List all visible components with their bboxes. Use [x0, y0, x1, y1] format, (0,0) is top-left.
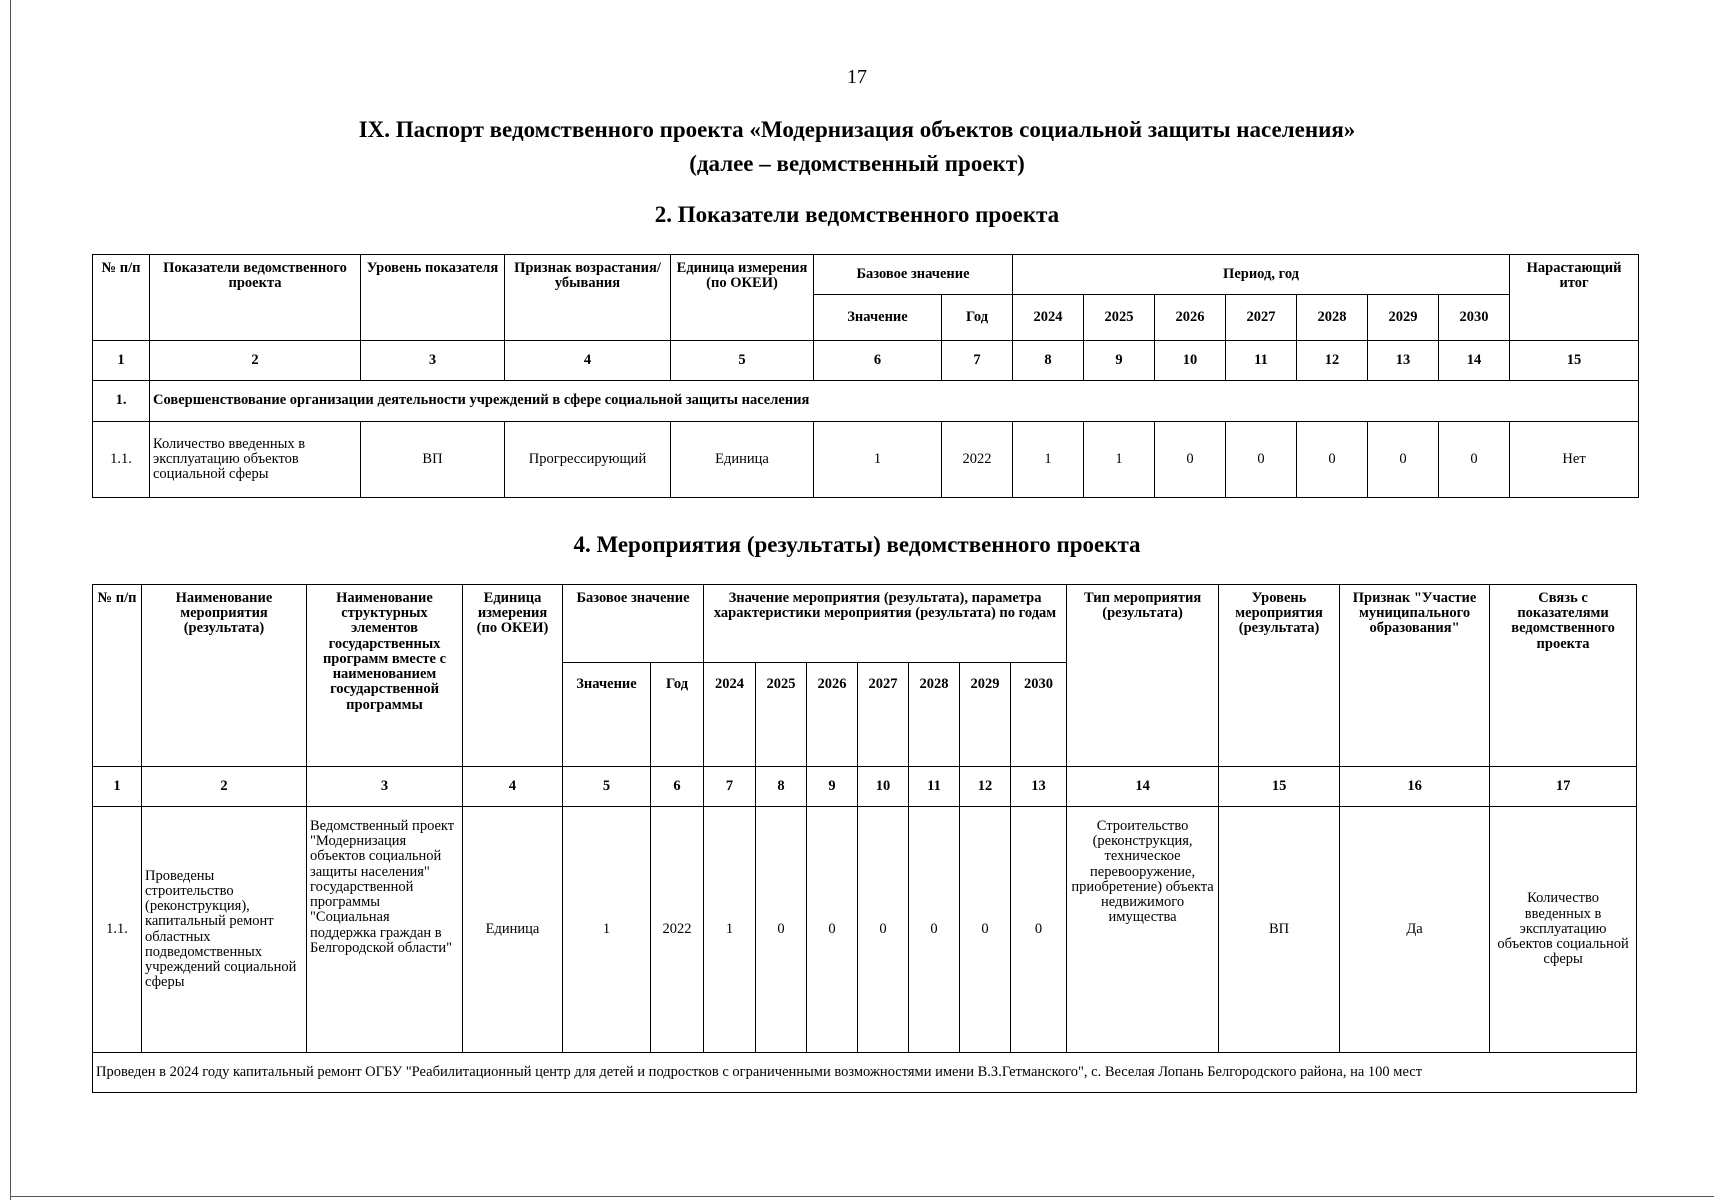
t2-row-type: Строительство (реконструкция, техническое перевооружение, приобретение) объекта недвижимого имущества: [1067, 807, 1219, 1053]
t2-header-type: Тип мероприятия (результата): [1067, 585, 1219, 767]
t1-year: 2028: [1297, 295, 1368, 341]
t2-row-value: 0: [756, 807, 807, 1053]
t2-header-struct: Наименование структурных элементов государственных программ вместе с наименованием государственной программы: [307, 585, 463, 767]
t2-col-number: 7: [704, 767, 756, 807]
t2-col-number: 9: [807, 767, 858, 807]
t1-row-level: ВП: [361, 422, 505, 498]
t1-header-sign: Признак возрастания/ убывания: [505, 255, 671, 341]
t1-col-number: 1: [93, 341, 150, 381]
page-border-bottom: [10, 1196, 1714, 1197]
t1-year: 2029: [1368, 295, 1439, 341]
t1-row-value: 0: [1297, 422, 1368, 498]
t2-row-value: 0: [858, 807, 909, 1053]
t2-note: Проведен в 2024 году капитальный ремонт ОГБУ "Реабилитационный центр для детей и подростков с ограниченными возможностями имени В.З.Гетманского", с. Веселая Лопань Белгородского района, на 100 мест: [93, 1053, 1637, 1093]
t2-year: 2030: [1011, 663, 1067, 767]
t1-header-cumulative: Нарастающий итог: [1510, 255, 1639, 341]
t1-row-cumulative: Нет: [1510, 422, 1639, 498]
t1-col-number: 4: [505, 341, 671, 381]
t2-col-number: 13: [1011, 767, 1067, 807]
t2-col-number: 12: [960, 767, 1011, 807]
t2-row-value: 0: [807, 807, 858, 1053]
t1-row-value: 0: [1368, 422, 1439, 498]
t1-group-num: 1.: [93, 381, 150, 422]
t2-col-number: 8: [756, 767, 807, 807]
t1-header-base: Базовое значение: [814, 255, 1013, 295]
t1-col-number: 12: [1297, 341, 1368, 381]
t2-year: 2025: [756, 663, 807, 767]
t2-col-number: 14: [1067, 767, 1219, 807]
t2-col-number: 15: [1219, 767, 1340, 807]
page-border-left: [10, 0, 11, 1200]
t1-col-number: 2: [150, 341, 361, 381]
page-number: 17: [847, 66, 867, 88]
t2-header-num: № п/п: [93, 585, 142, 767]
t1-col-number: 9: [1084, 341, 1155, 381]
t2-row-municipal: Да: [1340, 807, 1490, 1053]
t1-row-base-value: 1: [814, 422, 942, 498]
t2-header-base-value: Значение: [563, 663, 651, 767]
t2-row-value: 0: [1011, 807, 1067, 1053]
t1-row-value: 1: [1013, 422, 1084, 498]
t1-header-indicator: Показатели ведомственного проекта: [150, 255, 361, 341]
t2-row-level: ВП: [1219, 807, 1340, 1053]
t1-col-number: 7: [942, 341, 1013, 381]
page-title-line1: IX. Паспорт ведомственного проекта «Модернизация объектов социальной защиты населения»: [358, 117, 1356, 142]
t1-row-base-year: 2022: [942, 422, 1013, 498]
t2-col-number: 1: [93, 767, 142, 807]
t2-header-level: Уровень мероприятия (результата): [1219, 585, 1340, 767]
t2-col-number: 16: [1340, 767, 1490, 807]
t1-row-value: 0: [1439, 422, 1510, 498]
t1-row-sign: Прогрессирующий: [505, 422, 671, 498]
t1-col-number: 3: [361, 341, 505, 381]
t1-col-number: 14: [1439, 341, 1510, 381]
t1-col-number: 6: [814, 341, 942, 381]
t2-row-value: 1: [704, 807, 756, 1053]
t2-row-link: Количество введенных в эксплуатацию объектов социальной сферы: [1490, 807, 1637, 1053]
t2-year: 2027: [858, 663, 909, 767]
t1-row-indicator: Количество введенных в эксплуатацию объектов социальной сферы: [150, 422, 361, 498]
t2-header-link: Связь с показателями ведомственного проекта: [1490, 585, 1637, 767]
t1-row-value: 1: [1084, 422, 1155, 498]
t2-col-number: 10: [858, 767, 909, 807]
t2-header-base: Базовое значение: [563, 585, 704, 663]
t2-row-value: 0: [960, 807, 1011, 1053]
section4-title: 4. Мероприятия (результаты) ведомственного проекта: [573, 532, 1141, 557]
page-title-line2: (далее – ведомственный проект): [689, 151, 1025, 176]
t2-col-number: 6: [651, 767, 704, 807]
t1-header-num: № п/п: [93, 255, 150, 341]
t2-row-base-value: 1: [563, 807, 651, 1053]
t2-col-number: 3: [307, 767, 463, 807]
t1-col-number: 15: [1510, 341, 1639, 381]
t1-col-number: 11: [1226, 341, 1297, 381]
t2-year: 2024: [704, 663, 756, 767]
t2-row-unit: Единица: [463, 807, 563, 1053]
t2-row-value: 0: [909, 807, 960, 1053]
t1-row-num: 1.1.: [93, 422, 150, 498]
t2-row-struct: Ведомственный проект "Модернизация объектов социальной защиты населения" государственной программы "Социальная поддержка граждан в Белгородской области": [307, 807, 463, 1053]
t1-header-base-year: Год: [942, 295, 1013, 341]
t1-year: 2024: [1013, 295, 1084, 341]
t1-col-number: 13: [1368, 341, 1439, 381]
section2-title: 2. Показатели ведомственного проекта: [654, 202, 1060, 227]
t2-row-num: 1.1.: [93, 807, 142, 1053]
t2-header-values: Значение мероприятия (результата), параметра характеристики мероприятия (результата) по годам: [704, 585, 1067, 663]
t1-year: 2026: [1155, 295, 1226, 341]
t1-header-period: Период, год: [1013, 255, 1510, 295]
t2-header-unit: Единица измерения (по ОКЕИ): [463, 585, 563, 767]
t1-group-title: Совершенствование организации деятельности учреждений в сфере социальной защиты населения: [150, 381, 1639, 422]
t1-row-value: 0: [1226, 422, 1297, 498]
t2-col-number: 11: [909, 767, 960, 807]
t1-col-number: 10: [1155, 341, 1226, 381]
t2-header-base-year: Год: [651, 663, 704, 767]
t1-year: 2027: [1226, 295, 1297, 341]
t1-header-unit: Единица измерения (по ОКЕИ): [671, 255, 814, 341]
t1-col-number: 8: [1013, 341, 1084, 381]
t1-header-level: Уровень показателя: [361, 255, 505, 341]
t1-row-value: 0: [1155, 422, 1226, 498]
t1-header-base-value: Значение: [814, 295, 942, 341]
t2-col-number: 5: [563, 767, 651, 807]
t1-row-unit: Единица: [671, 422, 814, 498]
t2-year: 2026: [807, 663, 858, 767]
activities-table: [92, 584, 1637, 1093]
t1-year: 2025: [1084, 295, 1155, 341]
t2-col-number: 17: [1490, 767, 1637, 807]
t2-header-municipal: Признак "Участие муниципального образования": [1340, 585, 1490, 767]
t2-header-name: Наименование мероприятия (результата): [142, 585, 307, 767]
t2-col-number: 2: [142, 767, 307, 807]
t2-row-base-year: 2022: [651, 807, 704, 1053]
t2-year: 2028: [909, 663, 960, 767]
t2-col-number: 4: [463, 767, 563, 807]
t2-year: 2029: [960, 663, 1011, 767]
indicators-table: [92, 254, 1639, 498]
t1-year: 2030: [1439, 295, 1510, 341]
t2-row-name: Проведены строительство (реконструкция), капитальный ремонт областных подведомственных учреждений социальной сферы: [142, 807, 307, 1053]
t1-col-number: 5: [671, 341, 814, 381]
